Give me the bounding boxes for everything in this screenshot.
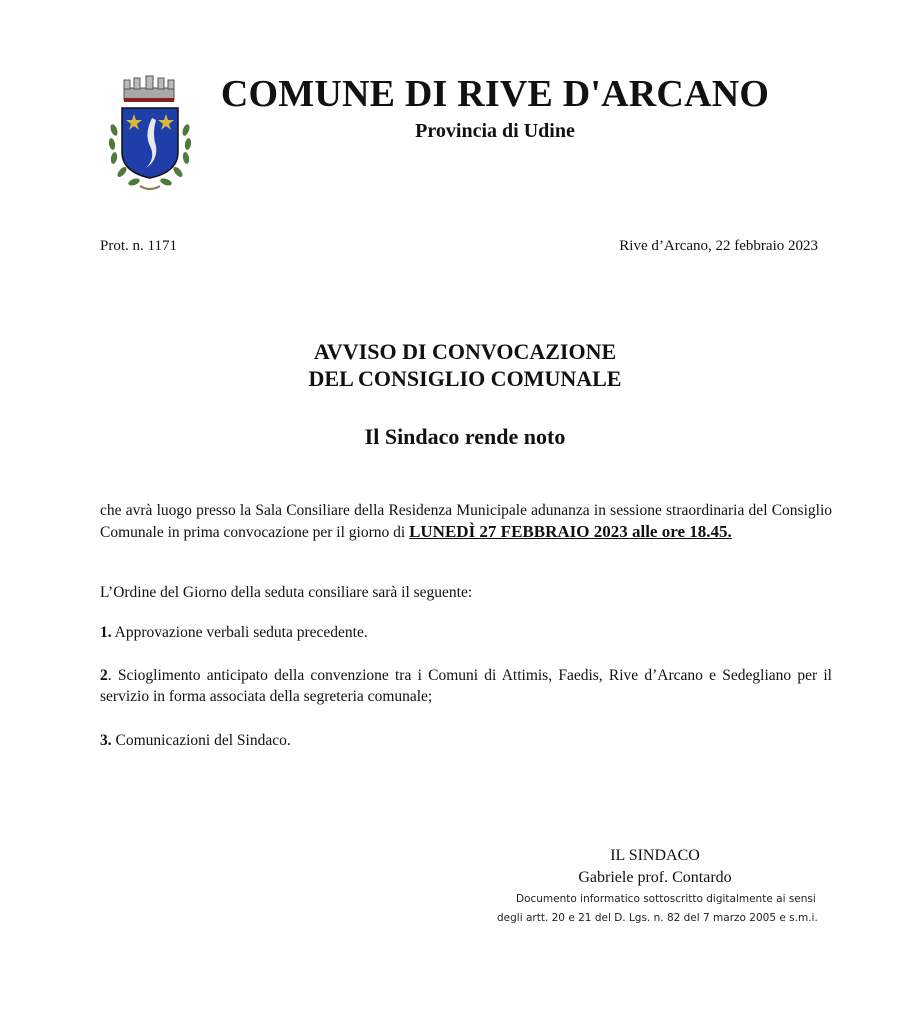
agenda-item: [100, 622, 832, 643]
municipal-coat-of-arms: [100, 74, 200, 196]
agenda-item-text: . Scioglimento anticipato della convenzione tra i Comuni di Attimis, Faedis, Rive d’Arcano e Sedegliano per il servizio in forma associata della segreteria comunale;: [100, 667, 832, 705]
protocol-number: Prot. n. 1171: [100, 238, 177, 254]
notice-subtitle: Il Sindaco rende noto: [364, 424, 566, 449]
digital-signature-note-line-2: degli artt. 20 e 21 del D. Lgs. n. 82 del 7 marzo 2005 e s.m.i.: [497, 912, 818, 924]
notice-title: [0, 338, 902, 392]
agenda-item: [100, 730, 832, 751]
digital-signature-note-line-1: Documento informatico sottoscritto digitalmente ai sensi: [516, 893, 816, 905]
notice-title-line-2: DEL CONSIGLIO COMUNALE: [308, 366, 622, 391]
convocation-text: che avrà luogo presso la Sala Consiliare della Residenza Municipale adunanza in sessione straordinaria del Consiglio Comunale in prima convocazione per il giorno di: [100, 502, 832, 541]
agenda-intro: L’Ordine del Giorno della seduta consiliare sarà il seguente:: [100, 584, 473, 601]
place-and-date: Rive d’Arcano, 22 febbraio 2023: [619, 238, 818, 254]
notice-title-line-1: AVVISO DI CONVOCAZIONE: [313, 339, 617, 364]
crown-icon: [124, 76, 174, 102]
agenda-item-text: Approvazione verbali seduta precedente.: [111, 624, 368, 641]
agenda-item: [100, 665, 832, 707]
municipality-name: COMUNE DI RIVE D'ARCANO: [220, 73, 770, 115]
meeting-date-highlight: LUNEDÌ 27 FEBBRAIO 2023 alle ore 18.45.: [409, 522, 732, 541]
signatory-name: Gabriele prof. Contardo: [578, 869, 732, 886]
agenda-item-number: 1.: [100, 624, 112, 641]
agenda-item-number: 2: [100, 667, 108, 684]
agenda-item-number: 3.: [100, 732, 112, 749]
signatory-role: IL SINDACO: [610, 847, 700, 864]
convocation-paragraph: [100, 500, 832, 543]
province-name: Provincia di Udine: [415, 120, 575, 142]
agenda-item-text: Comunicazioni del Sindaco.: [111, 732, 291, 749]
